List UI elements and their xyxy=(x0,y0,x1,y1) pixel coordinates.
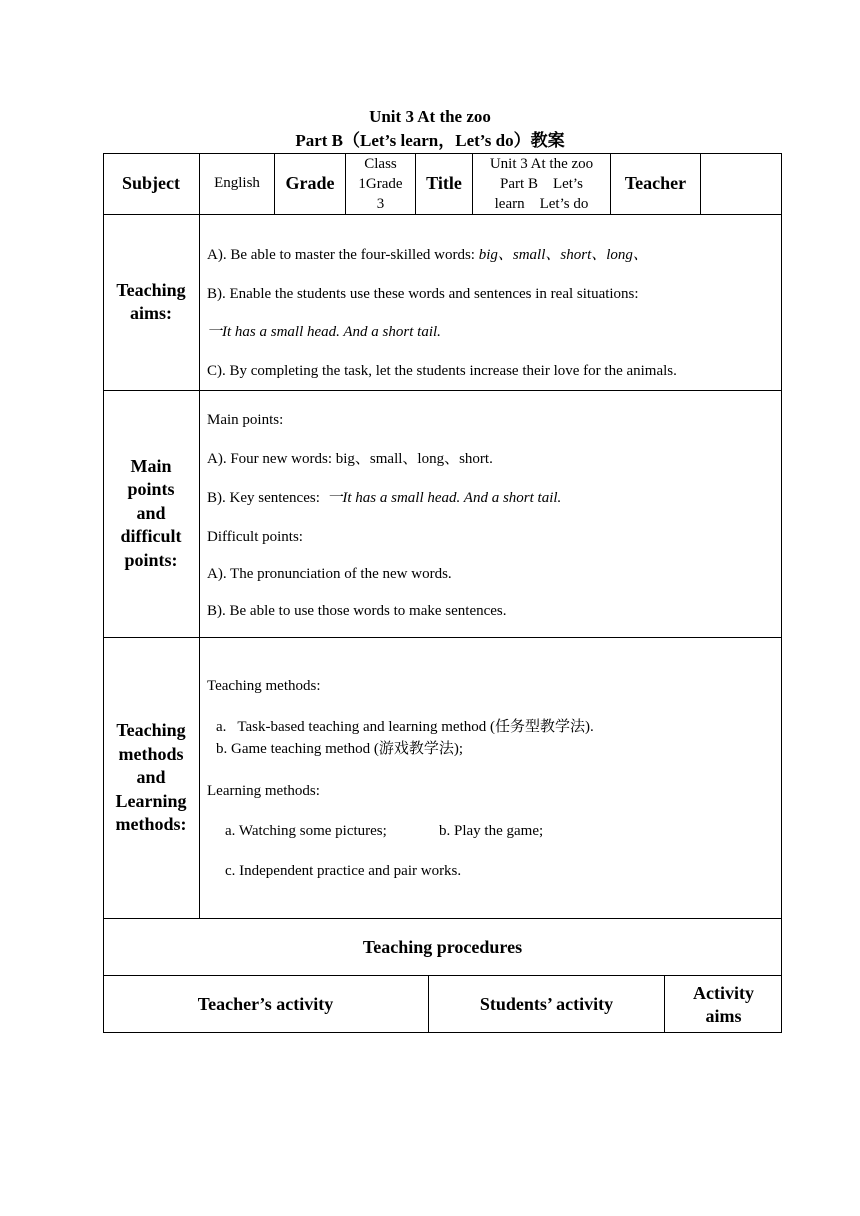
subject-value: English xyxy=(214,175,260,191)
teaching-method-b: b. Game teaching method (游戏教学法); xyxy=(216,741,464,757)
difficult-point-a: A). The pronunciation of the new words. xyxy=(207,566,452,582)
teaching-methods-heading: Teaching methods: xyxy=(207,678,321,694)
title-value: Unit 3 At the zoo Part B Let’s learn Let’s do xyxy=(489,155,594,212)
main-points-heading: Main points: xyxy=(207,412,284,428)
learning-methods-heading: Learning methods: xyxy=(207,783,320,799)
teacher-label: Teacher xyxy=(624,173,687,193)
grade-value: Class 1Grade 3 xyxy=(358,155,403,212)
teacher-value xyxy=(701,153,782,214)
document-subtitle: Part B（Let’s learn，Let’s do）教案 xyxy=(295,131,565,150)
aim-b: B). Enable the students use these words and sentences in real situations: xyxy=(207,286,639,302)
learning-method-c: c. Independent practice and pair works. xyxy=(225,863,462,879)
main-point-b: B). Key sentences: 一It has a small head. And a short tail. xyxy=(207,490,562,506)
activity-aims-header: Activity aims xyxy=(693,982,754,1026)
main-point-a: A). Four new words: big、small、long、short. xyxy=(207,451,493,467)
aim-b-example: 一It has a small head. And a short tail. xyxy=(207,324,441,340)
teaching-aims-label: Teaching aims: xyxy=(116,279,186,323)
title-label: Title xyxy=(426,173,462,193)
difficult-points-heading: Difficult points: xyxy=(207,529,303,545)
students-activity-header: Students’ activity xyxy=(479,994,614,1014)
learning-method-b: b. Play the game; xyxy=(439,823,544,839)
grade-label: Grade xyxy=(285,173,335,193)
difficult-point-b: B). Be able to use those words to make sentences. xyxy=(207,603,507,619)
lesson-plan-table xyxy=(103,153,782,919)
aim-a: A). Be able to master the four-skilled words: big、small、short、long、 xyxy=(207,247,648,263)
teacher-activity-header: Teacher’s activity xyxy=(197,994,334,1014)
learning-method-a: a. Watching some pictures; xyxy=(225,823,387,839)
main-points-label: Main points and difficult points: xyxy=(120,455,182,570)
procedures-heading: Teaching procedures xyxy=(362,936,523,957)
aim-c: C). By completing the task, let the students increase their love for the animals. xyxy=(207,363,677,379)
document-title: Unit 3 At the zoo xyxy=(369,107,491,126)
methods-label: Teaching methods and Learning methods: xyxy=(115,720,187,835)
subject-label: Subject xyxy=(122,173,180,193)
teaching-method-a: a. Task-based teaching and learning method (任务型教学法). xyxy=(216,719,594,735)
